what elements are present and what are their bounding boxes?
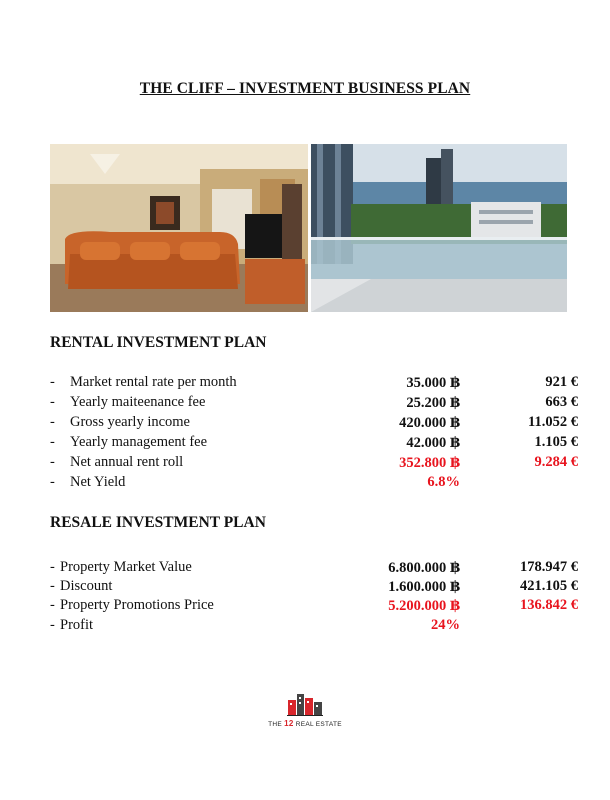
euro-value: 178.947 € [520, 559, 578, 575]
buildings-logo-icon [287, 690, 323, 716]
rental-row [50, 434, 578, 454]
resale-row [50, 559, 578, 579]
row-label: Net annual rent roll [70, 454, 184, 470]
baht-value: 6.800.000 ฿ [388, 560, 460, 576]
row-label: Property Market Value [60, 559, 192, 575]
euro-value: 136.842 € [520, 597, 578, 613]
row-label: Yearly management fee [70, 434, 208, 450]
baht-value: 35.000 ฿ [406, 375, 460, 391]
bullet-dash: - [50, 474, 55, 490]
bullet-dash: - [50, 559, 55, 575]
euro-value: 921 € [545, 374, 578, 390]
bullet-dash: - [50, 597, 55, 613]
rental-row [50, 414, 578, 434]
row-label: Net Yield [70, 474, 126, 490]
row-label: Market rental rate per month [70, 374, 237, 390]
resale-plan-heading: RESALE INVESTMENT PLAN [50, 514, 266, 531]
logo-prefix: THE [268, 721, 285, 728]
logo-text [245, 719, 365, 728]
bullet-dash: - [50, 578, 55, 594]
bullet-dash: - [50, 434, 55, 450]
baht-value: 42.000 ฿ [406, 435, 460, 451]
baht-value: 420.000 ฿ [399, 415, 460, 431]
bullet-dash: - [50, 414, 55, 430]
baht-value: 5.200.000 ฿ [388, 598, 460, 614]
balcony-sea-view-photo [311, 144, 567, 312]
rental-row [50, 474, 570, 494]
row-label: Property Promotions Price [60, 597, 214, 613]
bullet-dash: - [50, 454, 55, 470]
resale-row [50, 578, 578, 598]
living-room-photo [50, 144, 308, 312]
bullet-dash: - [50, 374, 55, 390]
bullet-dash: - [50, 394, 55, 410]
euro-value: 421.105 € [520, 578, 578, 594]
document-title: THE CLIFF – INVESTMENT BUSINESS PLAN [139, 80, 471, 97]
rental-row [50, 454, 578, 474]
euro-value: 1.105 € [534, 434, 578, 450]
logo-suffix: REAL ESTATE [293, 721, 342, 728]
row-label: Profit [60, 617, 94, 633]
row-label: Yearly maiteenance fee [70, 394, 206, 410]
resale-row [50, 597, 578, 617]
resale-row [50, 617, 570, 637]
photo-strip [50, 144, 567, 312]
euro-value: 9.284 € [534, 454, 578, 470]
row-label: Gross yearly income [70, 414, 190, 430]
baht-value: 25.200 ฿ [406, 395, 460, 411]
baht-value: 6.8% [427, 474, 460, 490]
logo-number: 12 [284, 719, 294, 728]
rental-row [50, 374, 578, 394]
baht-value: 24% [431, 617, 460, 633]
rental-plan-heading: RENTAL INVESTMENT PLAN [50, 334, 267, 351]
bullet-dash: - [50, 617, 55, 633]
baht-value: 1.600.000 ฿ [388, 579, 460, 595]
baht-value: 352.800 ฿ [399, 455, 460, 471]
euro-value: 11.052 € [528, 414, 578, 430]
company-logo [245, 690, 365, 726]
euro-value: 663 € [545, 394, 578, 410]
rental-row [50, 394, 578, 414]
row-label: Discount [60, 578, 113, 594]
